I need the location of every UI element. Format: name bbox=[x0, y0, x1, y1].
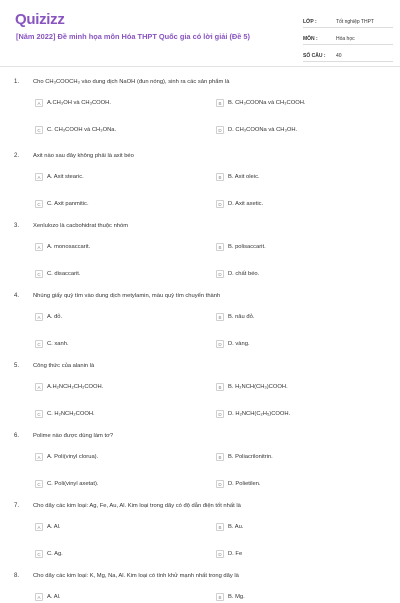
option-text: B. Au. bbox=[228, 524, 244, 530]
option-letter-box: D bbox=[216, 340, 224, 348]
option-letter-box: C bbox=[35, 126, 43, 134]
answer-option[interactable] bbox=[35, 548, 63, 560]
option-text: B. Axit oleic. bbox=[228, 174, 260, 180]
question-text: Nhúng giấy quỳ tím vào dung dịch metylamin, màu quỳ tím chuyển thành bbox=[33, 293, 221, 299]
option-letter-box: B bbox=[216, 243, 224, 251]
option-text: D. chất béo. bbox=[228, 271, 260, 277]
option-letter-box: A bbox=[35, 453, 43, 461]
option-letter-box: D bbox=[216, 126, 224, 134]
option-letter-box: D bbox=[216, 480, 224, 488]
meta-value: Hóa học bbox=[336, 36, 355, 42]
question-number: 6. bbox=[14, 433, 20, 439]
question-text: Polime nào được dùng làm tơ? bbox=[33, 433, 114, 439]
option-text: D. Fe bbox=[228, 551, 243, 557]
option-text: C. CH₃COOH và CH₃ONa. bbox=[47, 127, 117, 133]
option-text: C. Axit panmitic. bbox=[47, 201, 89, 207]
meta-label: MÔN : bbox=[303, 36, 318, 42]
option-text: A. Al. bbox=[47, 524, 61, 530]
option-letter-box: A bbox=[35, 593, 43, 601]
question-number: 5. bbox=[14, 363, 20, 369]
option-text: C. disaccarit. bbox=[47, 271, 81, 277]
option-text: C. Poli(vinyl axetat). bbox=[47, 481, 99, 487]
option-letter-box: C bbox=[35, 410, 43, 418]
answer-option[interactable] bbox=[35, 591, 61, 603]
question-text: Cho dãy các kim loại: Ag, Fe, Au, Al. Kim loại trong dãy có độ dẫn điện tốt nhất là bbox=[33, 503, 241, 509]
answer-option[interactable] bbox=[216, 241, 266, 253]
answer-option[interactable] bbox=[216, 97, 306, 109]
answer-option[interactable] bbox=[216, 311, 254, 323]
option-text: B. nâu đỏ. bbox=[228, 314, 255, 320]
answer-option[interactable] bbox=[35, 171, 84, 183]
option-text: C. Ag. bbox=[47, 551, 63, 557]
meta-row-class bbox=[303, 15, 393, 28]
question-number: 2. bbox=[14, 153, 20, 159]
option-text: D. CH₃COONa và CH₃OH. bbox=[228, 127, 298, 133]
option-text: B. H₂NCH(CH₃)COOH. bbox=[228, 384, 288, 390]
meta-value: Tốt nghiệp THPT bbox=[336, 19, 374, 25]
answer-option[interactable] bbox=[35, 241, 90, 253]
option-letter-box: B bbox=[216, 99, 224, 107]
meta-row-question-count bbox=[303, 49, 393, 62]
option-letter-box: A bbox=[35, 523, 43, 531]
answer-option[interactable] bbox=[35, 198, 89, 210]
option-letter-box: B bbox=[216, 313, 224, 321]
option-letter-box: B bbox=[216, 173, 224, 181]
option-letter-box: D bbox=[216, 410, 224, 418]
answer-option[interactable] bbox=[35, 97, 111, 109]
option-letter-box: C bbox=[35, 550, 43, 558]
meta-row-subject bbox=[303, 32, 393, 45]
question-text: Xenlulozo là cacbohidrat thuộc nhóm bbox=[33, 223, 129, 229]
answer-option[interactable] bbox=[35, 124, 116, 136]
answer-option[interactable] bbox=[35, 311, 62, 323]
option-text: B. Poliacrilonitrin. bbox=[228, 454, 273, 460]
option-letter-box: C bbox=[35, 340, 43, 348]
answer-option[interactable] bbox=[216, 591, 245, 603]
question-number: 7. bbox=[14, 503, 20, 509]
option-text: A. đỏ. bbox=[47, 314, 63, 320]
option-letter-box: D bbox=[216, 550, 224, 558]
option-letter-box: A bbox=[35, 313, 43, 321]
option-letter-box: B bbox=[216, 453, 224, 461]
answer-option[interactable] bbox=[216, 171, 260, 183]
answer-option[interactable] bbox=[216, 268, 259, 280]
answer-option[interactable] bbox=[35, 338, 69, 350]
option-text: D. vàng. bbox=[228, 341, 250, 347]
answer-option[interactable] bbox=[35, 521, 61, 533]
answer-option[interactable] bbox=[35, 268, 81, 280]
answer-option[interactable] bbox=[35, 478, 99, 490]
answer-option[interactable] bbox=[216, 381, 288, 393]
question-number: 1. bbox=[14, 79, 20, 85]
answer-option[interactable] bbox=[216, 478, 261, 490]
answer-option[interactable] bbox=[216, 198, 263, 210]
answer-option[interactable] bbox=[35, 381, 103, 393]
option-letter-box: A bbox=[35, 243, 43, 251]
option-text: B. polisaccarit. bbox=[228, 244, 266, 250]
question-text: Công thức của alanin là bbox=[33, 363, 95, 369]
option-text: A. monosaccarit. bbox=[47, 244, 91, 250]
option-letter-box: B bbox=[216, 593, 224, 601]
header-divider bbox=[0, 66, 400, 67]
question-text: Cho dãy các kim loại: K, Mg, Na, Al. Kim loại có tính khử mạnh nhất trong dãy là bbox=[33, 573, 239, 579]
answer-option[interactable] bbox=[216, 548, 242, 560]
option-letter-box: A bbox=[35, 173, 43, 181]
option-text: D. Axit axetic. bbox=[228, 201, 264, 207]
option-text: A.H₂NCH₂CH₂COOH. bbox=[47, 384, 104, 390]
option-text: C. xanh. bbox=[47, 341, 69, 347]
option-letter-box: B bbox=[216, 383, 224, 391]
question-text: Cho CH₃COOCH₃ vào dung dịch NaOH (đun nóng), sinh ra các sản phẩm là bbox=[33, 79, 230, 85]
option-letter-box: C bbox=[35, 480, 43, 488]
answer-option[interactable] bbox=[216, 124, 297, 136]
option-letter-box: A bbox=[35, 99, 43, 107]
answer-option[interactable] bbox=[216, 338, 250, 350]
option-letter-box: D bbox=[216, 270, 224, 278]
option-letter-box: C bbox=[35, 200, 43, 208]
option-letter-box: D bbox=[216, 200, 224, 208]
option-text: A. Axit stearic. bbox=[47, 174, 84, 180]
worksheet-meta bbox=[303, 15, 393, 66]
option-text: D. H₂NCH(C₂H₅)COOH. bbox=[228, 411, 291, 417]
answer-option[interactable] bbox=[216, 408, 290, 420]
option-text: C. H₂NCH₂COOH. bbox=[47, 411, 95, 417]
option-text: D. Polietilen. bbox=[228, 481, 261, 487]
answer-option[interactable] bbox=[216, 451, 273, 463]
worksheet-title: [Năm 2022] Đề minh họa môn Hóa THPT Quốc gia có lời giải (Đề 5) bbox=[16, 32, 250, 41]
option-letter-box: A bbox=[35, 383, 43, 391]
option-letter-box: B bbox=[216, 523, 224, 531]
option-text: B. Mg. bbox=[228, 594, 245, 600]
option-text: A.CH₃OH và CH₃COOH. bbox=[47, 100, 111, 106]
meta-label: SỐ CÂU : bbox=[303, 53, 326, 59]
answer-option[interactable] bbox=[35, 408, 95, 420]
option-text: A. Al. bbox=[47, 594, 61, 600]
option-text: A. Poli(vinyl clorua). bbox=[47, 454, 99, 460]
question-text: Axit nào sau đây không phải là axit béo bbox=[33, 153, 134, 159]
quizizz-logo: Quizizz bbox=[15, 11, 65, 28]
option-text: B. CH₃COONa và CH₃COOH. bbox=[228, 100, 306, 106]
meta-value: 40 bbox=[336, 53, 342, 59]
question-number: 3. bbox=[14, 223, 20, 229]
question-number: 8. bbox=[14, 573, 20, 579]
answer-option[interactable] bbox=[35, 451, 98, 463]
meta-label: LỚP : bbox=[303, 19, 317, 25]
option-letter-box: C bbox=[35, 270, 43, 278]
answer-option[interactable] bbox=[216, 521, 243, 533]
question-number: 4. bbox=[14, 293, 20, 299]
